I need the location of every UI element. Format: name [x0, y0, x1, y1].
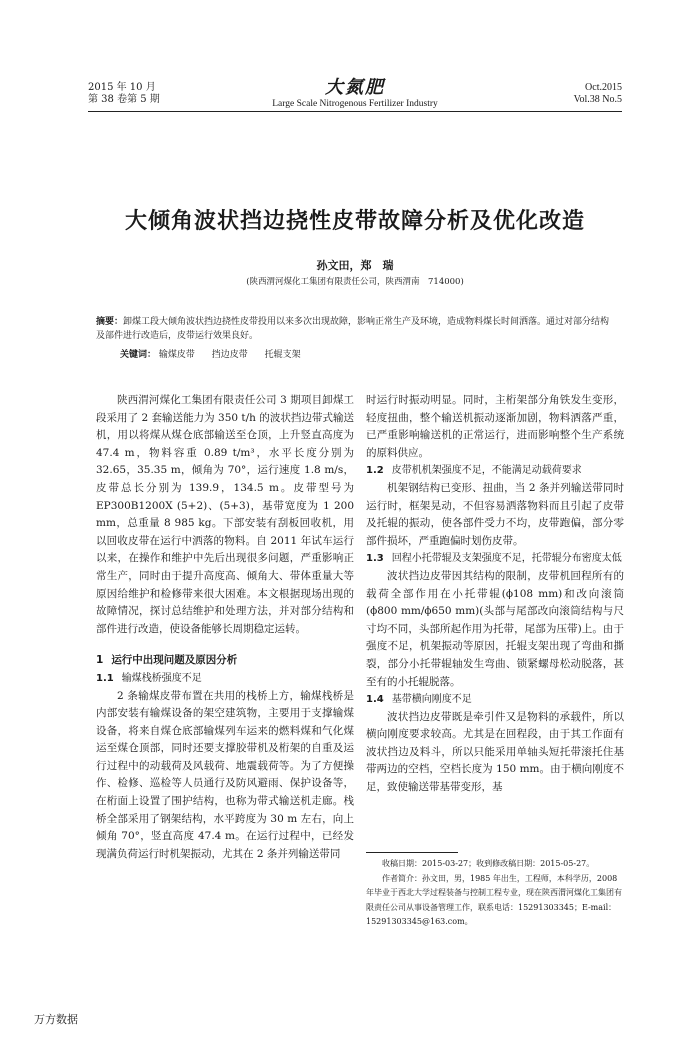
subsection-title: 输煤栈桥强度不足: [121, 672, 202, 684]
body-paragraph: 波状挡边皮带因其结构的限制，皮带机回程所有的载荷全部作用在小托带辊(ϕ108 mm)和改向滚筒 (ϕ800 mm/ϕ650 mm)(头部与尾部改向滚筒结构与尺寸均不同，头部所起作用为托带，尾部为压带)上。由于强度不足，机架振动等原因，托辊支架出现了弯曲和撕裂，部分小托带辊轴发生弯曲、锁紧螺母松动脱落，甚至有的小托辊脱落。: [366, 569, 624, 688]
keyword: 输煤皮带: [158, 350, 195, 360]
body-paragraph: 2 条输煤皮带布置在共用的栈桥上方，输煤栈桥是内部安装有输煤设备的架空建筑物，主要用于支撑输煤设备，将来自煤仓底部输煤列车运来的燃料煤和气化煤运至煤仓顶部，同时还要支撑胶带机及桁架的自重及运行过程中的动载荷及风载荷、地震载荷等。为了方便操作、检修、巡检等人员通行及防风避雨、保护设备等，在桁面上设置了围护结构，也称为带式输送机走廊。栈桥全部采用了钢架结构，水平跨度为 30 m 左右，向上倾角 70°，竖直高度 47.4 m。在运行过程中，已经发现满负荷运行时机架振动，尤其在 2 条并列输送带同: [96, 689, 354, 860]
footnote-divider: [366, 852, 458, 853]
paper-title: 大倾角波状挡边挠性皮带故障分析及优化改造: [124, 209, 585, 234]
subsection-number: 1.1: [96, 672, 114, 684]
issue-date-en: Oct.2015: [585, 82, 622, 93]
author-affiliation: (陕西渭河煤化工集团有限责任公司，陕西渭南 714000): [246, 277, 464, 287]
received-date: 收稿日期：2015-03-27；收到修改稿日期：2015-05-27。: [382, 859, 595, 868]
paper-authors: 孙文田，郑 瑞: [316, 259, 394, 272]
abstract-label: 摘要：: [96, 317, 124, 327]
keywords: [120, 348, 614, 362]
section-heading: [96, 652, 354, 670]
subsection-heading: [366, 550, 624, 568]
abstract-text: 卸煤工段大倾角波状挡边挠性皮带投用以来多次出现故障，影响正常生产及环境，造成物料煤长时间洒落。通过对部分结构及部件进行改造后，皮带运行效果良好。: [96, 317, 610, 341]
keyword: 挡边皮带: [211, 350, 248, 360]
body-paragraph: 波状挡边皮带既是牵引件又是物料的承载件，所以横向刚度要求较高。尤其是在回程段，由于其工作面有波状挡边及料斗，所以只能采用单轴头短托带滚托住基带两边的空档，空档长度为 150 mm。由于横向刚度不足，致使输送带基带变形，基: [366, 710, 624, 794]
database-watermark: 万方数据: [34, 1013, 78, 1026]
subsection-number: 1.4: [366, 694, 384, 706]
subsection-title: 皮带机机架强度不足，不能满足动载荷要求: [391, 465, 582, 477]
subsection-title: 回程小托带辊及支架强度不足，托带辊分布密度太低: [391, 553, 622, 565]
issue-date-en-block: [574, 82, 622, 106]
keywords-label: 关键词：: [120, 350, 157, 360]
section-number: 1: [96, 654, 104, 667]
author-bio: 作者简介：孙文田，男，1985 年出生，工程师，本科学历，2008 年毕业于西北大学过程装备与控制工程专业，现在陕西渭河煤化工集团有限责任公司从事设备管理工作，联系电话：15291303345；E-mail：15291303345@163.com。: [366, 873, 622, 926]
body-paragraph: 机架钢结构已变形、扭曲，当 2 条并列输送带同时运行时，框架晃动，不但容易洒落物料而且引起了皮带及托辊的振动，使各部件受力不均，皮带跑偏，部分零部件损坏，严重跑偏时划伤皮带。: [366, 481, 624, 547]
keyword: 托辊支架: [264, 350, 301, 360]
header-divider: [88, 111, 622, 112]
abstract: [96, 315, 614, 343]
volume-issue-en: Vol.38 No.5: [573, 94, 622, 105]
journal-logo: 大氮肥: [325, 77, 385, 98]
subsection-heading: [96, 670, 354, 688]
volume-issue-cn: 第 38 卷第 5 期: [88, 94, 160, 105]
subsection-heading: [366, 691, 624, 709]
body-column-left: [96, 392, 354, 863]
issue-date: 2015 年 10 月: [88, 82, 156, 93]
subsection-title: 基带横向刚度不足: [391, 694, 472, 706]
footnote: [366, 857, 626, 930]
subsection-number: 1.3: [366, 553, 384, 565]
journal-name-en: Large Scale Nitrogenous Fertilizer Industry: [272, 99, 438, 109]
running-header: [88, 78, 622, 112]
body-paragraph: 时运行时振动明显。同时，主桁架部分角铁发生变形，轻度扭曲，整个输送机振动逐渐加剧，物料洒落严重，已严重影响输送机的正常运行，进而影响整个生产系统的原料供应。: [366, 394, 624, 459]
subsection-number: 1.2: [366, 465, 384, 477]
body-column-right: [366, 392, 624, 797]
intro-paragraph: 陕西渭河煤化工集团有限责任公司 3 期项目卸煤工段采用了 2 套输送能力为 350 t/h 的波状挡边带式输送机，用以将煤从煤仓底部输送至仓顶，上升竖直高度为 47.4 m，物料容重 0.89 t/m³，水平长度分别为 32.65，35.35 m，倾角为 70°，运行速度 1.8 m/s，皮带总长分别为 139.9，134.5 m。皮带型号为 EP300B1200X (5+2)、(5+3)，基带宽度为 1 200 mm，总重量 8 985 kg。下部安装有刮板回收机，用以回收皮带在运行中洒落的物料。自 2011 年试车运行以来，在操作和维护中先后出现很多问题，严重影响正常生产，同时由于提升高度高、倾角大、带体重量大等原因给维护和检修带来很大困难。本文根据现场出现的故障情况，探讨总结维护和处理方法，并对部分结构和部件进行改造，使设备能够长周期稳定运转。: [96, 394, 354, 635]
journal-name-block: [88, 78, 622, 110]
subsection-heading: [366, 462, 624, 480]
section-title: 运行中出现问题及原因分析: [111, 654, 238, 667]
